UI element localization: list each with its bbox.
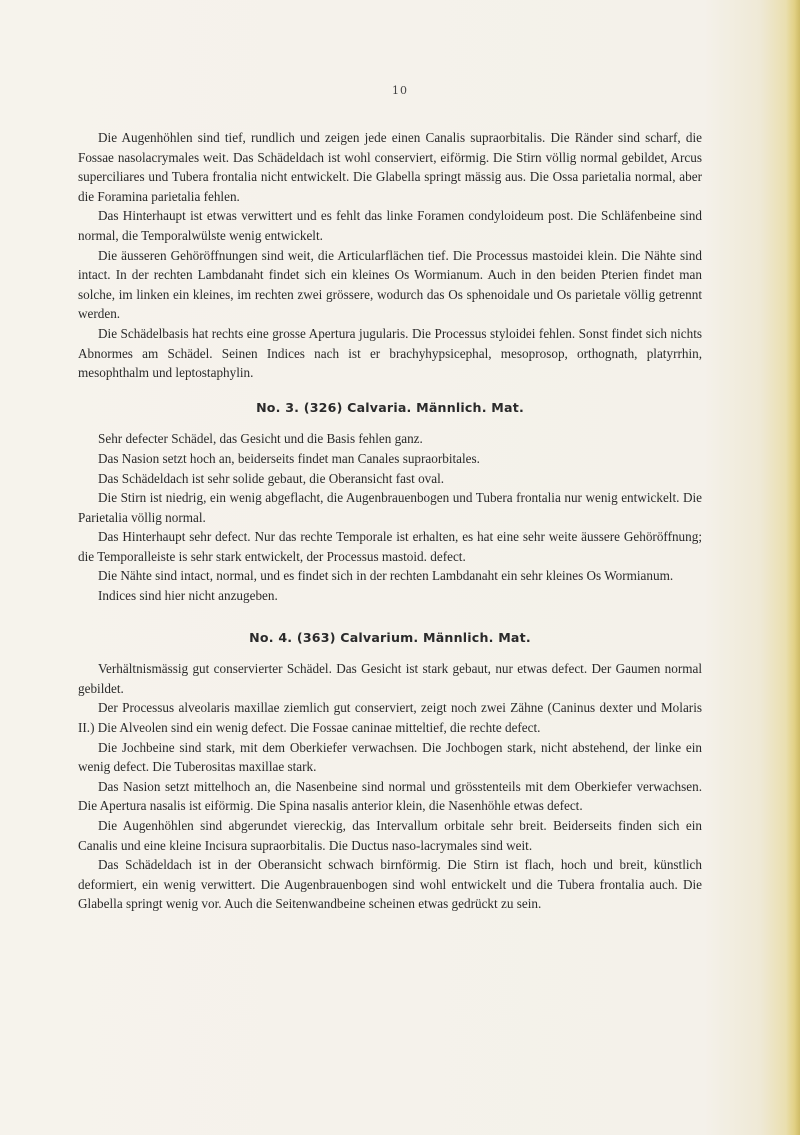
paragraph: Die Jochbeine sind stark, mit dem Oberkiefer verwachsen. Die Jochbogen stark, nicht abstehend, der linke ein wenig defect. Die Tuberositas maxillae stark. [78, 739, 702, 775]
paragraph: Das Nasion setzt mittelhoch an, die Nasenbeine sind normal und grösstenteils mit dem Oberkiefer verwachsen. Die Apertura nasalis ist eiförmig. Die Spina nasalis anterior klein, die Nasenhöhle etwas defect. [78, 778, 702, 814]
page-number: 10 [392, 84, 408, 97]
page-body [78, 128, 702, 914]
paragraph: Die Stirn ist niedrig, ein wenig abgeflacht, die Augenbrauenbogen und Tubera frontalia nur wenig entwickelt. Die Parietalia völlig normal. [78, 490, 702, 525]
paragraph: Verhältnismässig gut conservierter Schädel. Das Gesicht ist stark gebaut, nur etwas defect. Der Gaumen normal gebildet. [78, 661, 702, 696]
paragraph: Das Hinterhaupt sehr defect. Nur das rechte Temporale ist erhalten, es hat eine sehr weite äussere Gehöröffnung; die Temporalleiste is sehr stark entwickelt, der Processus mastoid. defect. [78, 529, 702, 564]
paragraph: Das Schädeldach ist in der Oberansicht schwach birnförmig. Die Stirn ist flach, hoch und breit, künstlich deformiert, ein wenig verwittert. Die Augenbrauenbogen sind wohl entwickelt und die Tubera frontalia auch. Die Glabella springt wenig vor. Auch die Seitenwandbeine scheinen etwas gedrückt zu sein. [78, 857, 702, 912]
section-heading-no4: No. 4. (363) Calvarium. Männlich. Mat. [249, 629, 531, 645]
page-edge-stain [786, 0, 800, 1135]
paragraph: Die äusseren Gehöröffnungen sind weit, die Articularflächen tief. Die Processus mastoidei klein. Die Nähte sind intact. In der rechten Lambdanaht findet sich ein kleines Os Wormianum. Auch in den beiden Pterien findet man solche, im linken ein kleines, im rechten zwei grössere, wodurch das Os sphenoidale und Os parietale völlig getrennt werden. [78, 247, 702, 322]
paragraph: Die Augenhöhlen sind tief, rundlich und zeigen jede einen Canalis supraorbitalis. Die Ränder sind scharf, die Fossae nasolacrymales weit. Das Schädeldach ist wohl conserviert, eiförmig. Die Stirn völlig normal gebildet, Arcus superciliares und Tubera frontalia nicht entwickelt. Die Glabella springt mässig aus. Die Ossa parietalia normal, aber die Foramina parietalia fehlen. [78, 130, 702, 204]
paragraph: Das Hinterhaupt ist etwas verwittert und es fehlt das linke Foramen condyloideum post. Die Schläfenbeine sind normal, die Temporalwülste wenig entwickelt. [78, 208, 702, 243]
paragraph: Die Nähte sind intact, normal, und es findet sich in der rechten Lambdanaht ein sehr kleines Os Wormianum. [98, 568, 674, 584]
paragraph: Die Augenhöhlen sind abgerundet viereckig, das Intervallum orbitale sehr breit. Beiderseits finden sich ein Canalis und eine kleine Incisura supraorbitalis. Die Ductus naso-lacrymales sind weit. [78, 818, 702, 853]
paragraph: Indices sind hier nicht anzugeben. [98, 588, 278, 604]
paragraph: Die Schädelbasis hat rechts eine grosse Apertura jugularis. Die Processus styloidei fehlen. Sonst findet sich nichts Abnormes am Schädel. Seinen Indices nach ist er brachyhypsicephal, mesoprosop, orthognath, platyrrhin, mesophthalm und leptostaphylin. [78, 325, 702, 381]
paragraph: Sehr defecter Schädel, das Gesicht und die Basis fehlen ganz. [98, 431, 423, 447]
section-heading-no3: No. 3. (326) Calvaria. Männlich. Mat. [256, 399, 524, 415]
paragraph: Das Nasion setzt hoch an, beiderseits findet man Canales supraorbitales. [98, 450, 480, 466]
paragraph: Das Schädeldach ist sehr solide gebaut, die Oberansicht fast oval. [98, 470, 445, 486]
paragraph: Der Processus alveolaris maxillae ziemlich gut conserviert, zeigt noch zwei Zähne (Caninus dexter und Molaris II.) Die Alveolen sind ein wenig defect. Die Fossae caninae mitteltief, die rechte defect. [78, 700, 702, 736]
